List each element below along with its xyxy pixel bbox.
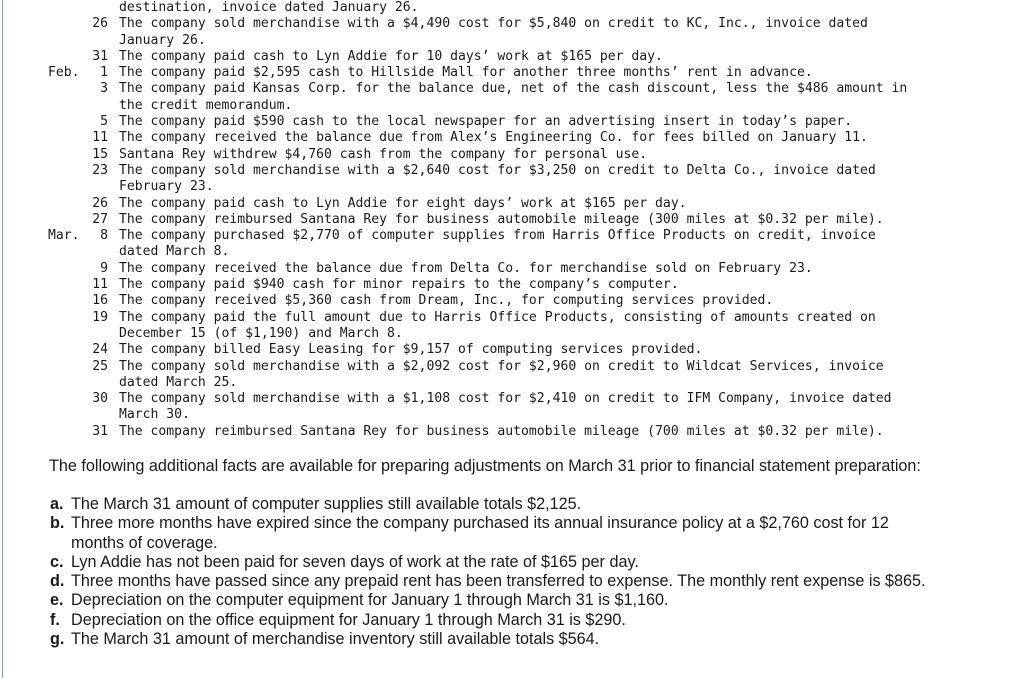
- transaction-day: 26: [92, 195, 108, 211]
- transaction-row: [0, 0, 1024, 16]
- transaction-day: 31: [92, 48, 108, 64]
- transaction-row: [0, 342, 1024, 358]
- fact-item: [0, 553, 1024, 572]
- transaction-text: The company received the balance due from Alex’s Engineering Co. for fees billed on January 11.: [119, 130, 868, 146]
- fact-text: Three more months have expired since the company purchased its annual insurance policy at a $2,760 cost for 12: [71, 514, 889, 533]
- transaction-day: 15: [92, 146, 108, 162]
- transaction-row: [0, 293, 1024, 309]
- transaction-row: [0, 16, 1024, 32]
- transaction-text: dated March 25.: [119, 374, 238, 390]
- fact-label: c.: [50, 552, 64, 571]
- transaction-row: [0, 277, 1024, 293]
- transaction-day: 23: [92, 162, 108, 178]
- transaction-text: The company purchased $2,770 of computer supplies from Harris Office Products on credit, invoice: [119, 228, 876, 244]
- transaction-text: December 15 (of $1,190) and March 8.: [119, 325, 403, 341]
- transaction-row: [0, 391, 1024, 407]
- transaction-day: 9: [100, 260, 108, 276]
- transaction-text: the credit memorandum.: [119, 97, 293, 113]
- transaction-day: 31: [92, 423, 108, 439]
- transaction-text: The company paid Kansas Corp. for the balance due, net of the cash discount, less the $486 amount in: [119, 81, 908, 97]
- facts-intro: The following additional facts are available for preparing adjustments on March 31 prior to financial statement preparation:: [49, 457, 921, 475]
- fact-text: The March 31 amount of computer supplies still available totals $2,125.: [71, 495, 582, 513]
- transaction-row: [0, 407, 1024, 423]
- transaction-row: [0, 130, 1024, 146]
- transaction-text: The company paid cash to Lyn Addie for 10 days’ work at $165 per day.: [119, 48, 663, 64]
- fact-label: d.: [50, 572, 65, 591]
- transaction-text: Santana Rey withdrew $4,760 cash from the company for personal use.: [119, 146, 648, 162]
- transaction-row: [0, 98, 1024, 114]
- transaction-day: 25: [92, 358, 108, 374]
- transaction-row: [0, 359, 1024, 375]
- fact-text: Lyn Addie has not been paid for seven days of work at the rate of $165 per day.: [71, 552, 639, 571]
- transaction-day: 30: [92, 391, 108, 407]
- transaction-text: The company paid $2,595 cash to Hillside Mall for another three months’ rent in advance.: [119, 65, 813, 81]
- transaction-text: The company sold merchandise with a $2,092 cost for $2,960 on credit to Wildcat Services, invoice: [119, 358, 884, 374]
- transaction-text: February 23.: [119, 179, 214, 195]
- fact-item: [0, 611, 1024, 630]
- transaction-row: [0, 81, 1024, 97]
- transaction-text: The company received $5,360 cash from Dream, Inc., for computing services provided.: [119, 293, 774, 309]
- fact-label: b.: [50, 514, 65, 533]
- transaction-text: destination, invoice dated January 26.: [119, 0, 419, 15]
- transaction-row: [0, 375, 1024, 391]
- transaction-day: 27: [92, 211, 108, 227]
- fact-text: Three months have passed since any prepaid rent has been transferred to expense. The monthly rent expense is $865.: [71, 572, 926, 591]
- transaction-row: [0, 114, 1024, 130]
- transaction-row: [0, 179, 1024, 195]
- transaction-month: Feb.: [48, 65, 80, 81]
- transaction-row: [0, 49, 1024, 65]
- fact-item: [0, 630, 1024, 649]
- transaction-text: The company paid $940 cash for minor repairs to the company’s computer.: [119, 277, 679, 293]
- transaction-row: [0, 196, 1024, 212]
- transaction-row: [0, 228, 1024, 244]
- fact-text: The March 31 amount of merchandise inventory still available totals $564.: [71, 630, 600, 649]
- transaction-day: 1: [100, 65, 108, 81]
- fact-label: a.: [50, 495, 64, 513]
- transaction-row: [0, 310, 1024, 326]
- transaction-text: dated March 8.: [119, 244, 230, 260]
- transaction-day: 11: [92, 130, 108, 146]
- fact-item: [0, 591, 1024, 610]
- transaction-day: 3: [100, 81, 108, 97]
- transaction-row: [0, 212, 1024, 228]
- transaction-day: 5: [100, 114, 108, 130]
- transaction-text: The company billed Easy Leasing for $9,157 of computing services provided.: [119, 342, 703, 358]
- fact-label: f.: [50, 610, 60, 629]
- transaction-text: The company sold merchandise with a $4,490 cost for $5,840 on credit to KC, Inc., invoice dated: [119, 16, 868, 32]
- transaction-text: The company sold merchandise with a $2,640 cost for $3,250 on credit to Delta Co., invoice dated: [119, 162, 876, 178]
- transaction-text: March 30.: [119, 407, 190, 423]
- facts-list: [0, 495, 1024, 649]
- transaction-row: [0, 65, 1024, 81]
- transaction-text: The company paid cash to Lyn Addie for eight days’ work at $165 per day.: [119, 195, 687, 211]
- fact-label: g.: [50, 630, 65, 649]
- transaction-text: The company received the balance due from Delta Co. for merchandise sold on February 23.: [119, 260, 813, 276]
- fact-item: [0, 572, 1024, 591]
- transaction-day: 11: [92, 277, 108, 293]
- fact-item: [0, 514, 1024, 533]
- transaction-text: The company paid $590 cash to the local newspaper for an advertising insert in today’s paper.: [119, 114, 853, 130]
- transaction-text: The company reimbursed Santana Rey for business automobile mileage (700 miles at $0.32 per mile).: [119, 423, 884, 439]
- transaction-text: The company paid the full amount due to Harris Office Products, consisting of amounts created on: [119, 309, 876, 325]
- transaction-row: [0, 261, 1024, 277]
- fact-text: months of coverage.: [71, 533, 218, 552]
- fact-text: Depreciation on the office equipment for January 1 through March 31 is $290.: [71, 610, 626, 629]
- fact-text: Depreciation on the computer equipment for January 1 through March 31 is $1,160.: [71, 591, 669, 610]
- transaction-day: 24: [92, 342, 108, 358]
- fact-item: [0, 534, 1024, 553]
- fact-label: e.: [50, 591, 64, 610]
- transaction-text: The company sold merchandise with a $1,108 cost for $2,410 on credit to IFM Company, invoice dated: [119, 391, 892, 407]
- transaction-day: 8: [100, 228, 108, 244]
- transaction-text: January 26.: [119, 32, 206, 48]
- transaction-text: The company reimbursed Santana Rey for business automobile mileage (300 miles at $0.32 per mile).: [119, 211, 884, 227]
- transaction-month: Mar.: [48, 228, 80, 244]
- transaction-row: [0, 33, 1024, 49]
- transaction-row: [0, 424, 1024, 440]
- transaction-day: 26: [92, 16, 108, 32]
- transaction-row: [0, 147, 1024, 163]
- transaction-row: [0, 244, 1024, 260]
- transaction-row: [0, 163, 1024, 179]
- transaction-day: 16: [92, 293, 108, 309]
- transaction-row: [0, 326, 1024, 342]
- transaction-day: 19: [92, 309, 108, 325]
- fact-item: [0, 495, 1024, 514]
